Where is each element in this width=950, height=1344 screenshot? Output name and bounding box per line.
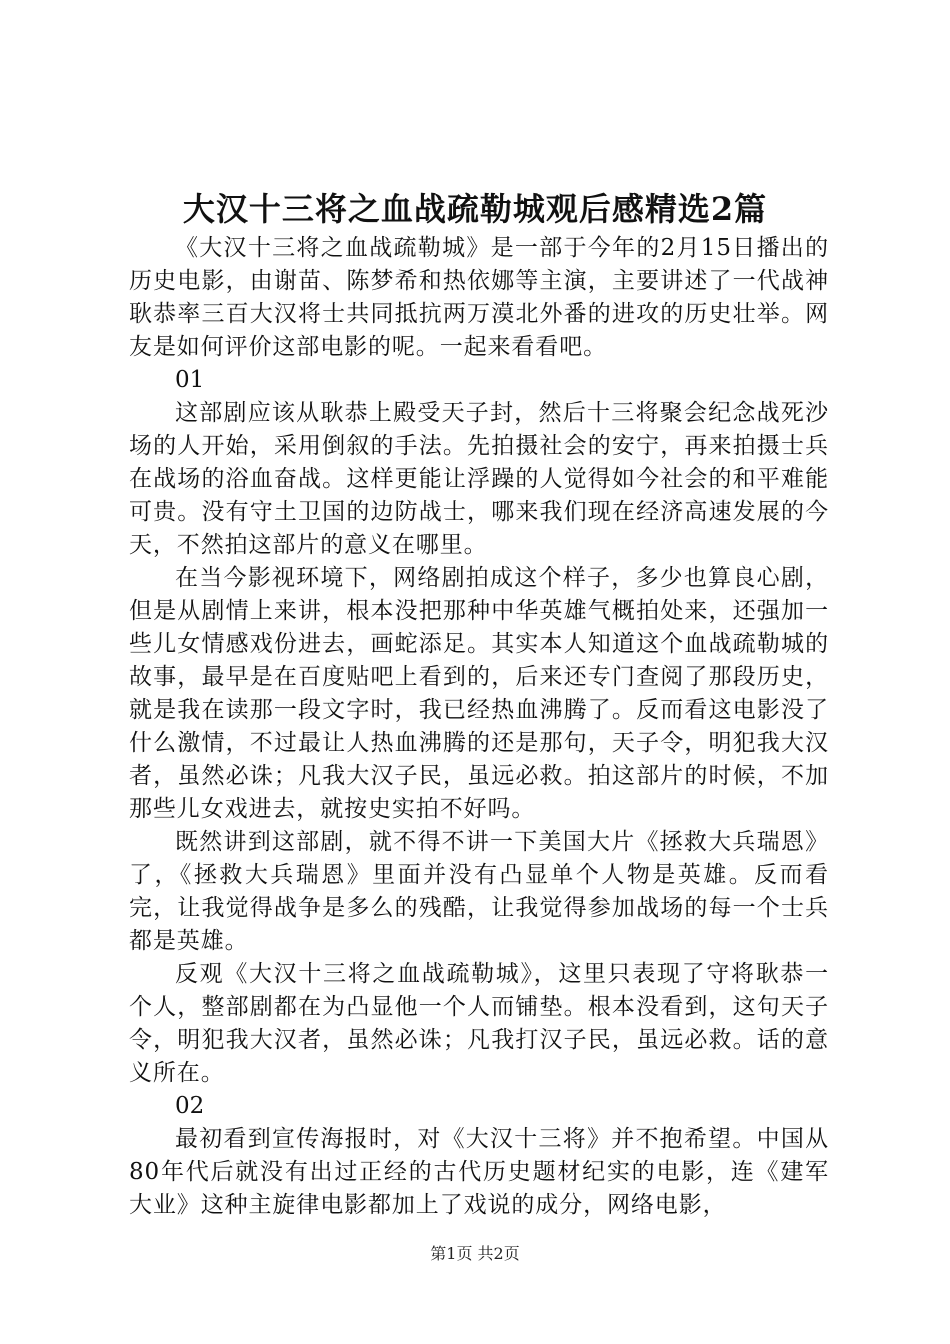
paragraph: 这部剧应该从耿恭上殿受天子封，然后十三将聚会纪念战死沙场的人开始，采用倒叙的手法。先拍摄社会的安宁，再来拍摄士兵在战场的浴血奋战。这样更能让浮躁的人觉得如今社会的和平难能可贵。没有守土卫国的边防战士，哪来我们现在经济高速发展的今天，不然拍这部片的意义在哪里。: [129, 400, 829, 558]
document-body: [129, 232, 829, 1222]
paragraph: 既然讲到这部剧，就不得不讲一下美国大片《拯救大兵瑞恩》了，《拯救大兵瑞恩》里面并没有凸显单个人物是英雄。反而看完，让我觉得战争是多么的残酷，让我觉得参加战场的每一个士兵都是英雄。: [129, 829, 829, 954]
paragraph: 反观《大汉十三将之血战疏勒城》，这里只表现了守将耿恭一个人，整部剧都在为凸显他一个人而铺垫。根本没看到，这句天子令，明犯我大汉者，虽然必诛；凡我打汉子民，虽远必救。话的意义所在。: [129, 961, 829, 1086]
intro-paragraph: 《大汉十三将之血战疏勒城》是一部于今年的2月15日播出的历史电影，由谢苗、陈梦希和热依娜等主演，主要讲述了一代战神耿恭率三百大汉将士共同抵抗两万漠北外番的进攻的历史壮举。网友是如何评价这部电影的呢。一起来看看吧。: [129, 235, 829, 360]
paragraph: 在当今影视环境下，网络剧拍成这个样子，多少也算良心剧，但是从剧情上来讲，根本没把那种中华英雄气概拍处来，还强加一些儿女情感戏份进去，画蛇添足。其实本人知道这个血战疏勒城的故事，最早是在百度贴吧上看到的，后来还专门查阅了那段历史，就是我在读那一段文字时，我已经热血沸腾了。反而看这电影没了什么激情，不过最让人热血沸腾的还是那句，天子令，明犯我大汉者，虽然必诛；凡我大汉子民，虽远必救。拍这部片的时候，不加那些儿女戏进去，就按史实拍不好吗。: [129, 565, 829, 822]
section-number: 02: [175, 1093, 205, 1119]
paragraph: 最初看到宣传海报时，对《大汉十三将》并不抱希望。中国从80年代后就没有出过正经的古代历史题材纪实的电影，连《建军大业》这种主旋律电影都加上了戏说的成分，网络电影，: [129, 1126, 829, 1218]
page-footer: 第1页 共2页: [430, 1244, 520, 1263]
section-number: 01: [175, 367, 205, 393]
document-title: 大汉十三将之血战疏勒城观后感精选2篇: [182, 190, 768, 228]
